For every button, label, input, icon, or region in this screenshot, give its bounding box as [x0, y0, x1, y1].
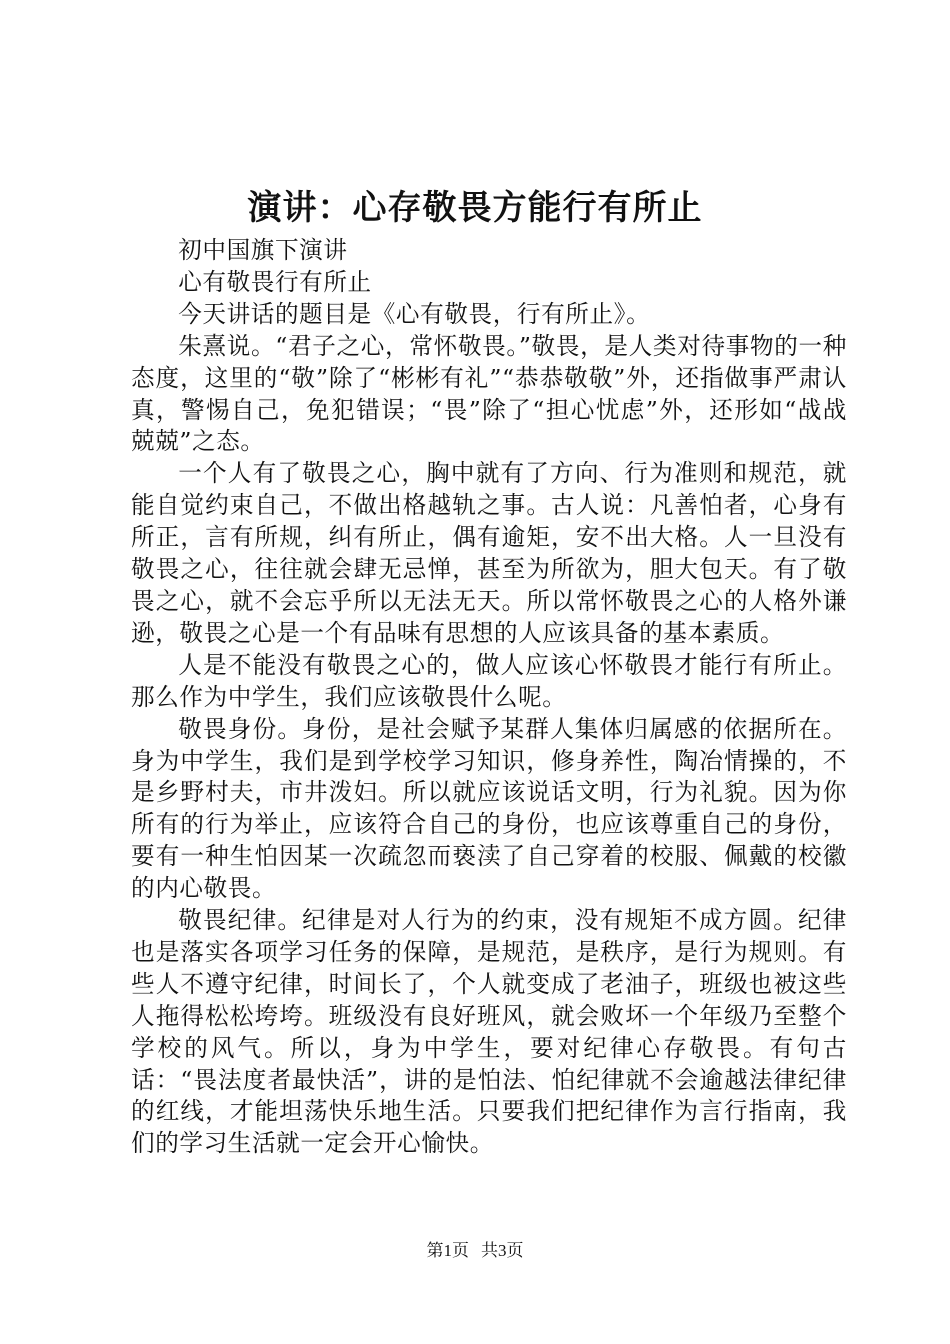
paragraph: 今天讲话的题目是《心有敬畏，行有所止》。 [178, 299, 651, 328]
paragraph: 心有敬畏行有所止 [178, 267, 372, 296]
page-footer [0, 1240, 950, 1262]
document-title: 演讲：心存敬畏方能行有所止 [247, 188, 703, 228]
paragraph: 敬畏身份。身份，是社会赋予某群人集体归属感的依据所在。身为中学生，我们是到学校学习知识，修身养性，陶冶情操的，不是乡野村夫，市井泼妇。所以就应该说话文明，行为礼貌。因为你所有的行为举止，应该符合自己的身份，也应该尊重自己的身份，要有一种生怕因某一次疏忽而亵渎了自己穿着的校服、佩戴的校徽的内心敬畏。 [131, 714, 847, 903]
paragraph: 一个人有了敬畏之心，胸中就有了方向、行为准则和规范，就能自觉约束自己，不做出格越轨之事。古人说：凡善怕者，心身有所正，言有所规，纠有所止，偶有逾矩，安不出大格。人一旦没有敬畏之心，往往就会肆无忌惮，甚至为所欲为，胆大包天。有了敬畏之心，就不会忘乎所以无法无天。所以常怀敬畏之心的人格外谦逊，敬畏之心是一个有品味有思想的人应该具备的基本素质。 [131, 459, 847, 647]
paragraph: 朱熹说。“君子之心，常怀敬畏。”敬畏，是人类对待事物的一种态度，这里的“敬”除了“彬彬有礼”“恭恭敬敬”外，还指做事严肃认真，警惕自己，免犯错误；“畏”除了“担心忧虑”外，还形如“战战兢兢”之态。 [131, 331, 847, 456]
paragraph: 人是不能没有敬畏之心的，做人应该心怀敬畏才能行有所止。那么作为中学生，我们应该敬畏什么呢。 [131, 650, 847, 711]
document-body [131, 235, 847, 1160]
page-number: 第1页 [426, 1241, 469, 1260]
paragraph: 初中国旗下演讲 [178, 236, 348, 264]
paragraph: 敬畏纪律。纪律是对人行为的约束，没有规矩不成方圆。纪律也是落实各项学习任务的保障，是规范，是秩序，是行为规则。有些人不遵守纪律，时间长了，个人就变成了老油子，班级也被这些人拖得松松垮垮。班级没有良好班风，就会败坏一个年级乃至整个学校的风气。所以，身为中学生，要对纪律心存敬畏。有句古话：“畏法度者最快活”，讲的是怕法、怕纪律就不会逾越法律纪律的红线，才能坦荡快乐地生活。只要我们把纪律作为言行指南，我们的学习生活就一定会开心愉快。 [131, 906, 847, 1158]
page-total: 共3页 [481, 1241, 524, 1260]
